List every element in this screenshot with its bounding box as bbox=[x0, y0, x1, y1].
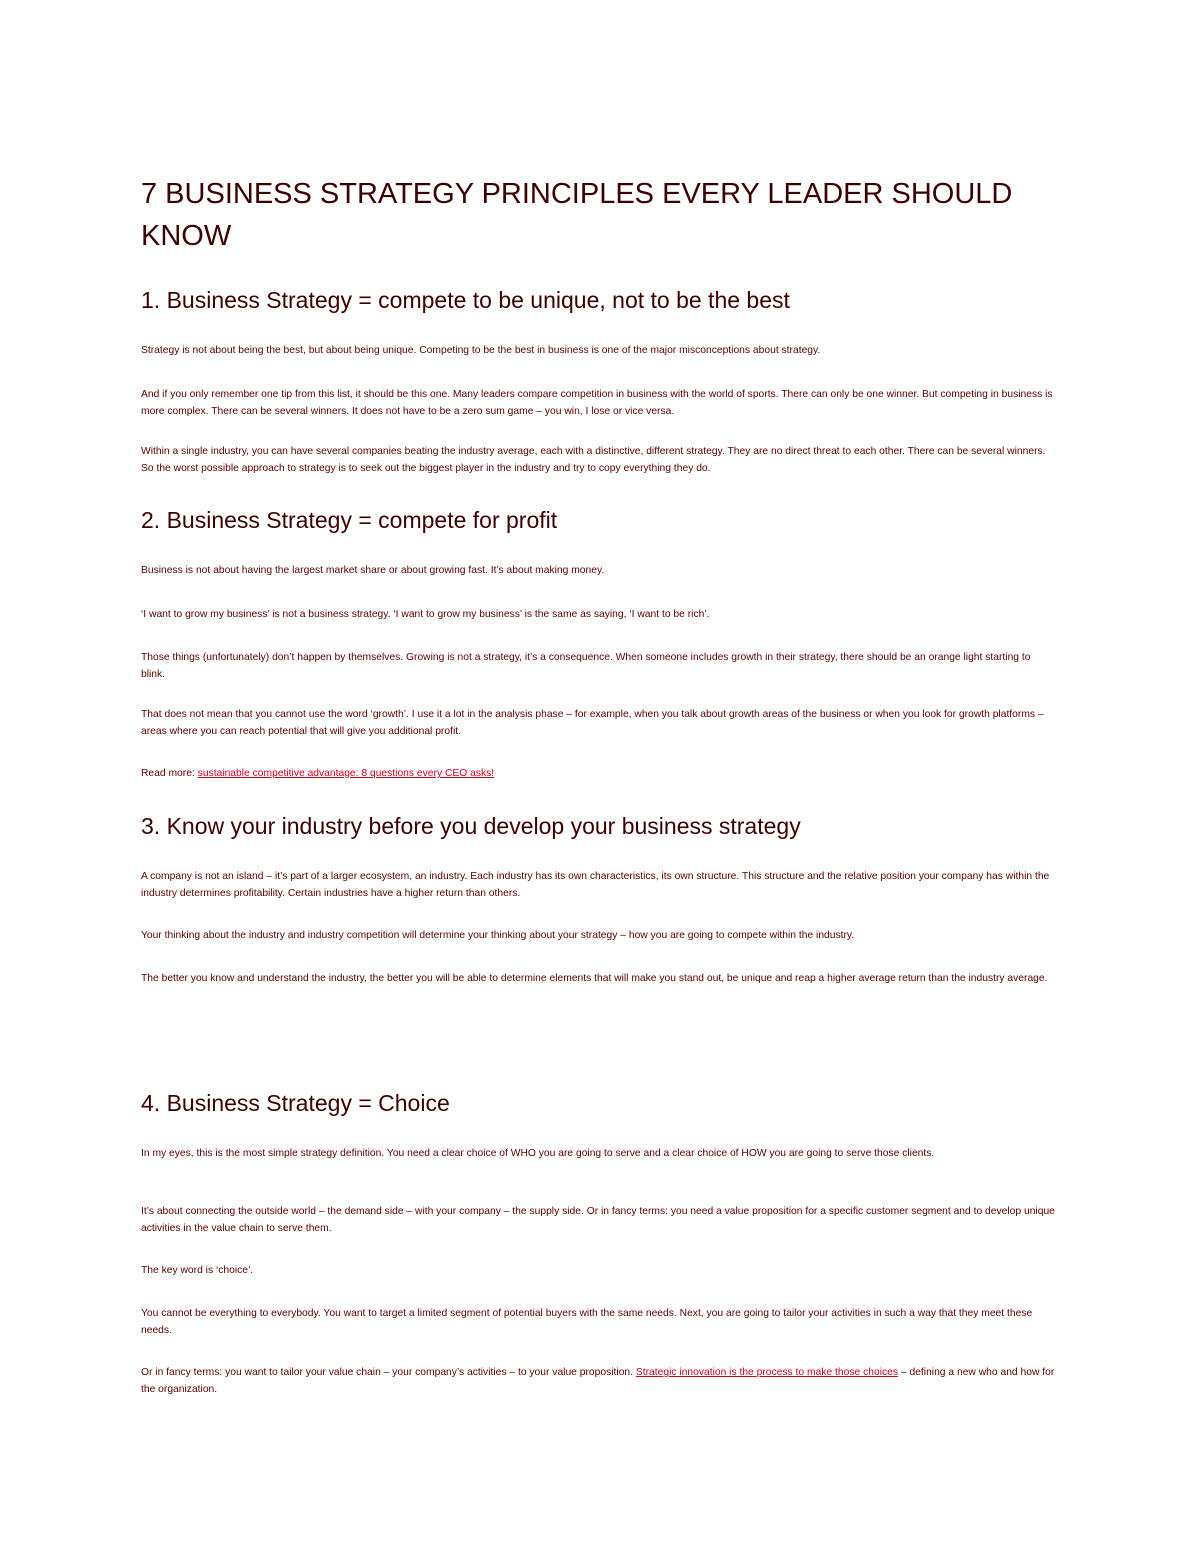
paragraph: Your thinking about the industry and industry competition will determine your thinking about your strategy – how you are going to compete within the industry. bbox=[141, 930, 855, 941]
section-heading-4: 4. Business Strategy = Choice bbox=[141, 1090, 450, 1116]
paragraph: Business is not about having the largest market share or about growing fast. It’s about making money. bbox=[141, 565, 605, 576]
paragraph: You cannot be everything to everybody. You want to target a limited segment of potential buyers with the same needs. Next, you are going to tailor your activities in such a way that they meet these needs. bbox=[141, 1308, 1033, 1336]
read-more-link[interactable]: sustainable competitive advantage: 8 questions every CEO asks! bbox=[197, 768, 495, 779]
document-title: 7 BUSINESS STRATEGY PRINCIPLES EVERY LEADER SHOULD KNOW bbox=[141, 178, 1013, 252]
paragraph: And if you only remember one tip from this list, it should be this one. Many leaders compare competition in business with the world of sports. There can only be one winner. But competing in business is more complex. There can be several winners. It does not have to be a zero sum game – you win, I lose or vice versa. bbox=[141, 389, 1053, 417]
paragraph: A company is not an island – it’s part of a larger ecosystem, an industry. Each industry has its own characteristics, its own structure. This structure and the relative position your company has within the industry determines profitability. Certain industries have a higher return than others. bbox=[141, 871, 1050, 899]
paragraph-prefix: Or in fancy terms: you want to tailor your value chain – your company’s activities – to your value proposition. bbox=[141, 1367, 636, 1378]
paragraph: In my eyes, this is the most simple strategy definition. You need a clear choice of WHO you are going to serve and a clear choice of HOW you are going to serve those clients. bbox=[141, 1148, 935, 1159]
section-heading-3: 3. Know your industry before you develop your business strategy bbox=[141, 813, 801, 839]
paragraph: Those things (unfortunately) don’t happen by themselves. Growing is not a strategy, it’s a consequence. When someone includes growth in their strategy, there should be an orange light starting to blink. bbox=[141, 652, 1031, 680]
strategic-innovation-link[interactable]: Strategic innovation is the process to make those choices bbox=[635, 1367, 899, 1378]
paragraph: The better you know and understand the industry, the better you will be able to determine elements that will make you stand out, be unique and reap a higher average return than the industry average. bbox=[141, 973, 1048, 984]
section-heading-2: 2. Business Strategy = compete for profit bbox=[141, 507, 558, 533]
paragraph: That does not mean that you cannot use the word ‘growth’. I use it a lot in the analysis phase – for example, when you talk about growth areas of the business or when you look for growth platforms – areas where you can reach potential that will give you additional profit. bbox=[141, 709, 1044, 737]
section-heading-1: 1. Business Strategy = compete to be unique, not to be the best bbox=[141, 287, 790, 313]
paragraph: ‘I want to grow my business’ is not a business strategy. ‘I want to grow my business’ is the same as saying, ‘I want to be rich’. bbox=[141, 609, 710, 620]
paragraph: The key word is ‘choice’. bbox=[141, 1265, 254, 1276]
paragraph: Within a single industry, you can have several companies beating the industry average, each with a distinctive, different strategy. They are no direct threat to each other. There can be several winners. So the worst possible approach to strategy is to seek out the biggest player in the industry and try to copy everything they do. bbox=[141, 446, 1046, 474]
read-more-paragraph bbox=[141, 765, 1056, 782]
paragraph: Strategy is not about being the best, but about being unique. Competing to be the best in business is one of the major misconceptions about strategy. bbox=[141, 345, 821, 356]
paragraph-suffix: – defining a new who and how for the organization. bbox=[141, 1367, 1055, 1395]
paragraph: It’s about connecting the outside world – the demand side – with your company – the supply side. Or in fancy terms: you need a value proposition for a specific customer segment and to develop unique activities in the value chain to serve them. bbox=[141, 1206, 1055, 1234]
strategic-innovation-paragraph bbox=[141, 1364, 1056, 1398]
read-more-label: Read more: bbox=[141, 768, 198, 779]
